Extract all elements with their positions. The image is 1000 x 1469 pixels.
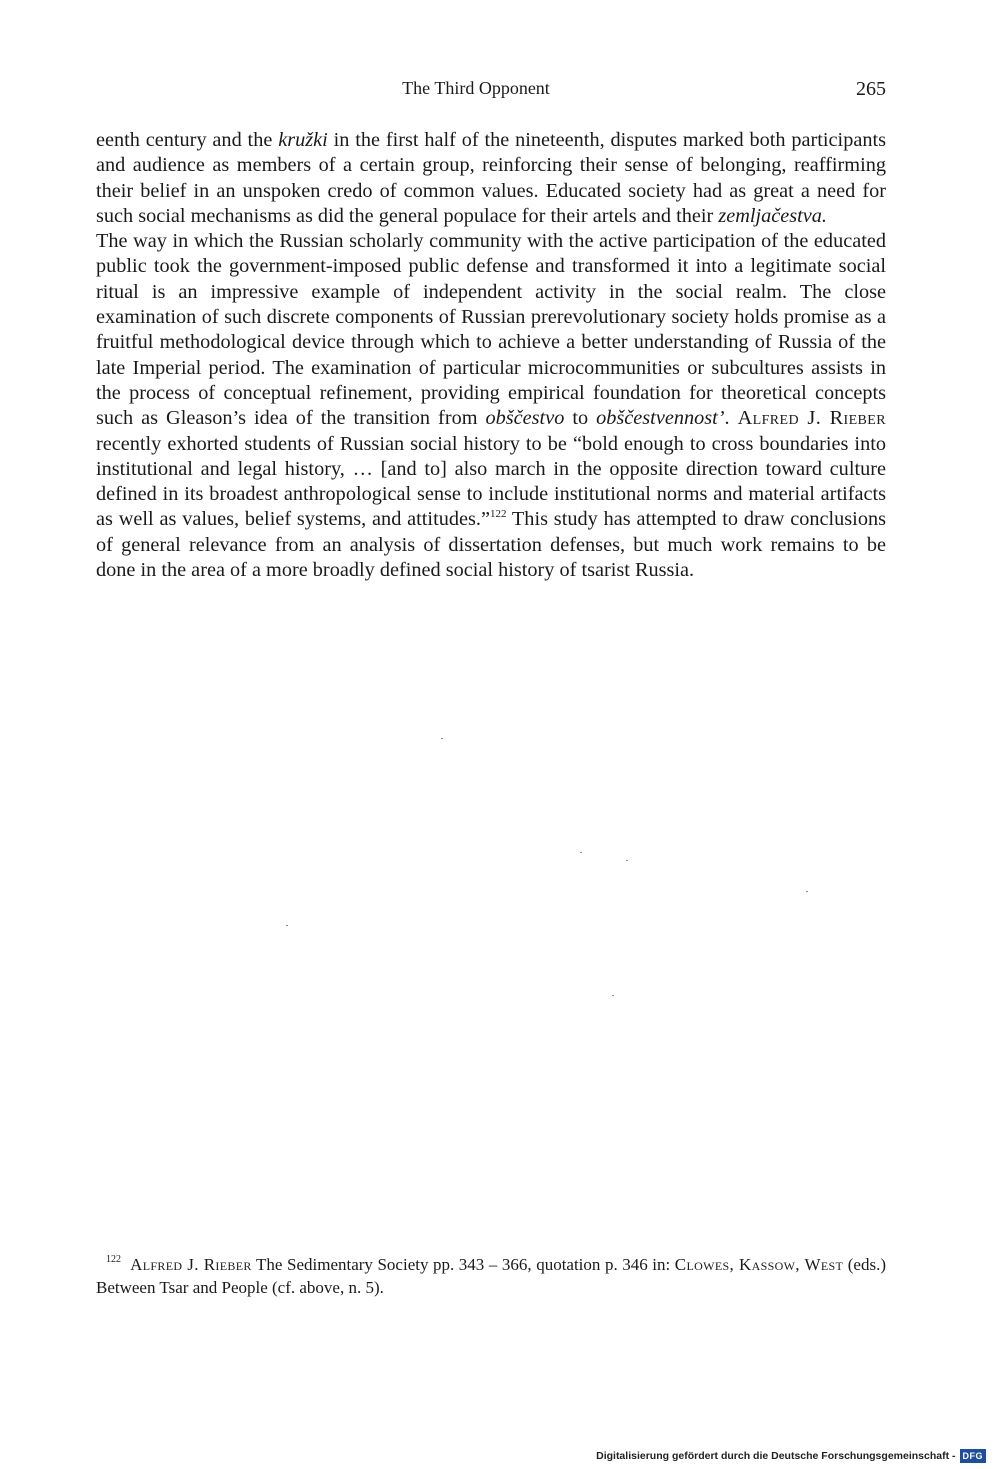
running-title: The Third Opponent xyxy=(402,78,550,98)
paragraph-1-text-c: in the first half of the nineteenth, disputes marked both participants and audience as members of a certain group, reinforcing their sense of belonging, reaffirming their belief in an unspoken credo of common values. Educated society had as great a need for such social mechanisms as did the general populace for their artels and their xyxy=(96,129,887,227)
scan-speck xyxy=(626,860,628,861)
footnote-reference: 122 xyxy=(489,508,507,521)
footnote xyxy=(96,1253,886,1299)
paragraph-2-text-a: The way in which the Russian scholarly community with the active participation of the educated public took the government-imposed public defense and transformed it into a legitimate social ritual is an impressive example of independent activity in the social realm. The close examination of such discrete components of Russian prerevolutionary society holds promise as a fruitful methodological device through which to achieve a better understanding of Russia of the late Imperial period. The examination of particular microcommunities or subcultures assists in the process of conceptual refinement, providing empirical foundation for theoretical concepts such as Gleason’s idea of the transition from xyxy=(96,230,886,430)
scan-speck xyxy=(806,891,808,892)
paragraph-2-text-i: This study has attempted to draw conclusions of general relevance from an analysis of dissertation defenses, but much work remains to be done in the area of a more broadly defined social history of tsarist Russia. xyxy=(96,508,886,582)
footnote-text-d: (eds.) Between Tsar and People (cf. above, n. 5). xyxy=(96,1255,886,1297)
body-text xyxy=(96,128,886,583)
paragraph-2-text-e: . xyxy=(724,407,738,430)
paragraph-1-term-kruzki: kružki xyxy=(278,129,328,151)
footnote-text-b: The Sedimentary Society pp. 343 – 366, quotation p. 346 in: xyxy=(251,1255,675,1274)
paragraph-1 xyxy=(96,128,886,229)
paragraph-1-term-zemljacestva: zemljačestva. xyxy=(718,204,828,227)
footnote-number: 122 xyxy=(106,1254,121,1265)
paragraph-1-text-a: eenth century and the xyxy=(96,129,279,151)
paragraph-2-term-obscestvo: obščestvo xyxy=(485,407,565,430)
page-number: 265 xyxy=(856,78,886,100)
scan-speck xyxy=(286,925,288,926)
footnote-122 xyxy=(96,1253,886,1299)
paragraph-2-author-name: Alfred J. Rieber xyxy=(737,407,886,430)
footnote-editors: Clowes, Kassow, West xyxy=(674,1255,844,1274)
running-header xyxy=(96,78,886,106)
scan-speck xyxy=(580,852,582,853)
scan-speck xyxy=(612,995,614,996)
footnote-author: Alfred J. Rieber xyxy=(130,1255,252,1274)
scan-speck xyxy=(441,738,443,739)
paragraph-2-text-c: to xyxy=(564,407,597,430)
credit-text: Digitalisierung gefördert durch die Deutsche Forschungsgemeinschaft - xyxy=(596,1450,956,1462)
paragraph-2-text-g: recently exhorted students of Russian social history to be “bold enough to cross boundaries into institutional and legal history, … [and to] also march in the opposite direction toward culture defined in its broadest anthropological sense to include institutional norms and material artifacts as well as values, belief systems, and attitudes.” xyxy=(96,432,886,531)
paragraph-2-term-obscestvennost: obščestvennost’ xyxy=(596,407,725,430)
digitization-credit xyxy=(596,1448,986,1464)
paragraph-2 xyxy=(96,229,886,583)
dfg-logo: DFG xyxy=(960,1449,987,1463)
